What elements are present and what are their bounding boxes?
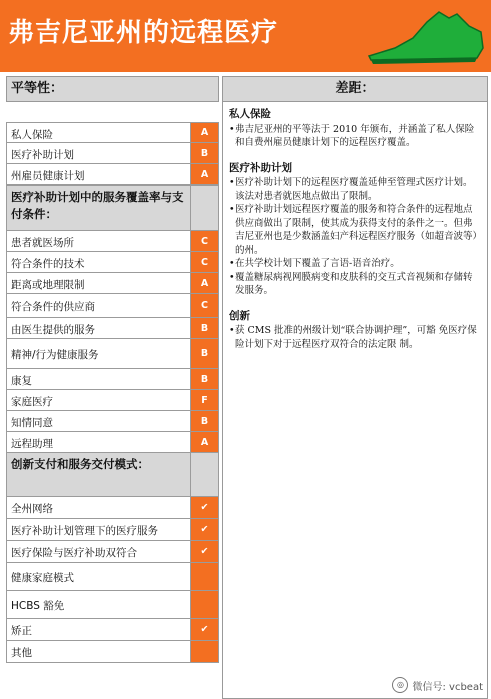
bullet-icon: • <box>229 204 235 215</box>
table-row <box>6 497 219 519</box>
table-row <box>6 411 219 432</box>
row-label: 矫正 <box>11 625 32 637</box>
gap-item-text: 医疗补助计划远程医疗覆盖的服务和符合条件的远程地点供应商做出了限制，使其成为获得支付的条件之一。但弗吉尼亚州也是少数涵盖妇产科远程医疗服务（如超音波等）的州。 <box>235 204 478 256</box>
table-row <box>6 339 219 369</box>
row-label: 康复 <box>11 375 32 387</box>
row-label: 健康家庭模式 <box>11 572 74 584</box>
gap-item <box>229 203 479 257</box>
bullet-icon: • <box>229 177 235 188</box>
gaps-heading-text: 差距： <box>335 81 375 96</box>
watermark-text: 微信号: vcbeat <box>412 681 483 693</box>
section-grade-cell <box>190 453 218 496</box>
table-row <box>6 318 219 339</box>
row-label: 患者就医场所 <box>11 237 74 249</box>
row-label: 由医生提供的服务 <box>11 324 95 336</box>
grade-badge: C <box>190 294 218 317</box>
row-label: 符合条件的技术 <box>11 258 85 270</box>
grade-badge: B <box>190 143 218 163</box>
row-label: 知情同意 <box>11 417 53 429</box>
table-row <box>6 252 219 273</box>
table-row <box>6 541 219 563</box>
row-label: 家庭医疗 <box>11 396 53 408</box>
grade-badge: C <box>190 252 218 272</box>
section-title: 创新支付和服务交付模式： <box>11 457 149 471</box>
gap-item-text: 弗吉尼亚州的平等法于 2010 年颁布，并涵盖了私人保险和自费州雇员健康计划下的远程医疗覆盖。 <box>235 123 475 148</box>
equality-heading <box>6 76 219 102</box>
spacer <box>6 102 219 122</box>
table-row <box>6 563 219 591</box>
grade-badge <box>190 641 218 662</box>
grade-badge: B <box>190 318 218 338</box>
page-title: 弗吉尼亚州的远程医疗 <box>8 18 279 48</box>
section-grade-cell <box>190 186 218 230</box>
check-icon: ✔ <box>190 541 218 562</box>
row-label: 远程助理 <box>11 438 53 450</box>
grade-badge <box>190 563 218 590</box>
bullet-icon: • <box>229 271 235 283</box>
table-row <box>6 294 219 318</box>
grade-badge <box>190 591 218 618</box>
section-header <box>6 453 219 497</box>
row-label: 州雇员健康计划 <box>11 170 85 182</box>
wechat-icon: ◎ <box>392 677 408 693</box>
gap-item-text: 医疗补助计划下的远程医疗覆盖延伸至管理式医疗计划。该法对患者就医地点做出了限制。 <box>235 177 473 202</box>
bullet-icon: • <box>229 325 235 336</box>
grade-badge: A <box>190 164 218 184</box>
row-label: 其他 <box>11 647 32 659</box>
gap-item <box>229 324 479 351</box>
table-row <box>6 432 219 453</box>
equality-column <box>6 76 219 663</box>
gap-section-title: 医疗补助计划 <box>229 161 292 174</box>
bullet-icon: • <box>229 258 235 269</box>
gap-section <box>229 108 479 150</box>
table-row <box>6 164 219 185</box>
row-label: 符合条件的供应商 <box>11 301 95 313</box>
bullet-icon: • <box>229 123 235 135</box>
row-label: 私人保险 <box>11 129 53 141</box>
gap-item <box>229 123 479 150</box>
row-label: 医疗保险与医疗补助双符合 <box>11 547 137 559</box>
table-row <box>6 519 219 541</box>
gap-item <box>229 257 479 271</box>
row-label: HCBS 豁免 <box>11 600 65 612</box>
table-row <box>6 619 219 641</box>
gaps-body <box>222 102 488 699</box>
gap-section <box>229 310 479 352</box>
section-title: 医疗补助计划中的服务覆盖率与支付条件： <box>11 190 184 221</box>
row-label: 全州网络 <box>11 503 53 515</box>
gaps-column <box>222 76 488 699</box>
grade-badge: B <box>190 369 218 389</box>
table-row <box>6 390 219 411</box>
gap-item-text: 覆盖糖尿病视网膜病变和皮肤科的交互式音视频和存储转发服务。 <box>235 271 473 296</box>
grade-badge: F <box>190 390 218 410</box>
table-row <box>6 641 219 663</box>
grade-badge: C <box>190 231 218 251</box>
grade-badge: B <box>190 411 218 431</box>
check-icon: ✔ <box>190 519 218 540</box>
watermark <box>392 677 483 693</box>
grade-badge: A <box>190 273 218 293</box>
grade-badge: B <box>190 339 218 368</box>
row-label: 医疗补助计划管理下的医疗服务 <box>11 525 158 537</box>
gaps-heading <box>222 76 488 102</box>
section-header <box>6 185 219 231</box>
gap-section <box>229 162 479 298</box>
row-label: 距离或地理限制 <box>11 279 85 291</box>
gap-item-text: 在共学校计划下覆盖了言语-语音治疗。 <box>235 258 400 269</box>
grade-badge: A <box>190 432 218 452</box>
gap-section-title: 私人保险 <box>229 108 271 120</box>
table-row <box>6 122 219 143</box>
row-label: 精神/行为健康服务 <box>11 349 99 361</box>
check-icon: ✔ <box>190 619 218 640</box>
grade-badge: A <box>190 123 218 142</box>
check-icon: ✔ <box>190 497 218 518</box>
equality-table <box>6 122 219 663</box>
table-row <box>6 273 219 294</box>
gap-item-text: 获 CMS 批准的州级计划“联合协调护理”，可豁 免医疗保险计划下对于远程医疗双符合的法定限 制。 <box>235 325 477 350</box>
virginia-map-icon <box>365 8 485 64</box>
equality-heading-text: 平等性： <box>11 81 64 96</box>
table-row <box>6 231 219 252</box>
table-row <box>6 591 219 619</box>
page-header <box>0 0 491 72</box>
gap-item <box>229 271 479 298</box>
table-row <box>6 369 219 390</box>
gap-item <box>229 176 479 203</box>
table-row <box>6 143 219 164</box>
row-label: 医疗补助计划 <box>11 149 74 161</box>
gap-section-title: 创新 <box>229 309 250 322</box>
